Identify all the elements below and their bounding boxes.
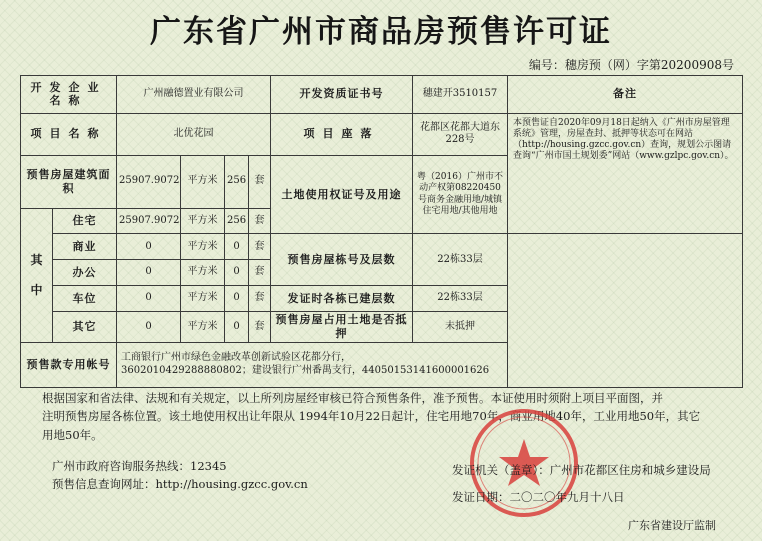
developer-value: 广州融德置业有限公司 [117,76,271,114]
permit-table [20,75,743,388]
project-value: 北优花园 [117,113,271,155]
area-value: 25907.9072 [117,155,181,208]
account-line-2: 3602010429288880802；建设银行广州番禺支行，44050153141600001626 [121,364,490,376]
area-count-unit: 套 [249,155,271,208]
sub-unit-residential: 平方米 [181,208,225,234]
account-value [117,342,508,387]
sub-count-parking: 0 [225,286,249,312]
sub-unit-other: 平方米 [181,311,225,342]
issuing-authority: 发证机关（盖章）：广州市花都区住房和城乡建设局 [452,463,711,477]
sub-area-parking: 0 [117,286,181,312]
notes-text: 本预售证自2020年09月18日起纳入《广州市房屋管理系统》管理，房屋查封、抵押等状态可在网站（http://housing.gzcc.gov.cn）查询，规划公示图请查询“广州市国土规划委”网站（www.gzlpc.gov.cn）。 [508,113,743,234]
mortgage-label: 预售房屋占用土地是否抵押 [271,311,413,342]
issue-date: 发证日期：二〇二〇年九月十八日 [452,490,625,504]
sub-label-parking: 车位 [53,286,117,312]
account-label: 预售款专用帐号 [21,342,117,387]
paragraph-line-2: 注明预售房屋各栋位置。该土地使用权出让年限从 1994年10月22日起计，住宅用地70年，商业用地40年，工业用地50年，其它 [42,409,701,424]
sub-unit-parking: 平方米 [181,286,225,312]
sub-cunit-other: 套 [249,311,271,342]
sub-count-residential: 256 [225,208,249,234]
sub-count-other: 0 [225,311,249,342]
sub-cunit-residential: 套 [249,208,271,234]
sub-area-residential: 25907.9072 [117,208,181,234]
sub-label-office: 办公 [53,260,117,286]
buildings-label: 预售房屋栋号及层数 [271,234,413,286]
cert-label: 开发资质证书号 [271,76,413,114]
sub-cunit-commercial: 套 [249,234,271,260]
location-label: 项目座落 [271,113,413,155]
qizhong-char-1: 其 [30,252,43,267]
paragraph-line-1: 根据国家和省法律、法规和有关规定，以上所列房屋经审核已符合预售条件，准予预售。本证使用时须附上项目平面图，并 [42,391,663,405]
qizhong-char-2: 中 [30,282,43,297]
sub-cunit-parking: 套 [249,286,271,312]
notes-label: 备注 [508,76,743,114]
sub-label-commercial: 商业 [53,234,117,260]
blank-notes-area [508,234,743,388]
sub-area-commercial: 0 [117,234,181,260]
developer-label: 开发企业名称 [21,76,117,114]
sub-unit-commercial: 平方米 [181,234,225,260]
sub-cunit-office: 套 [249,260,271,286]
area-count: 256 [225,155,249,208]
location-value: 花都区花都大道东228号 [413,113,508,155]
area-unit: 平方米 [181,155,225,208]
account-line-1: 工商银行广州市绿色金融改革创新试验区花都分行， [121,352,351,364]
sub-unit-office: 平方米 [181,260,225,286]
built-label: 发证时各栋已建层数 [271,286,413,312]
mortgage-value: 未抵押 [413,311,508,342]
legal-paragraph [42,389,742,444]
paragraph-line-3: 用地50年。 [42,427,103,442]
supervisor: 广东省建设厅监制 [628,519,716,532]
land-cert-value: 粤（2016）广州市不动产权第08220450号商务金融用地/城镇住宅用地/其他用地 [413,155,508,234]
land-cert-label: 土地使用权证号及用途 [271,155,413,234]
built-value: 22栋33层 [413,286,508,312]
document-title: 广东省广州市商品房预售许可证 [150,14,612,50]
sub-count-commercial: 0 [225,234,249,260]
hotline: 广州市政府咨询服务热线：12345 [52,459,227,473]
sub-area-other: 0 [117,311,181,342]
qizhong-label [21,208,53,342]
sub-label-other: 其它 [53,311,117,342]
area-label: 预售房屋建筑面积 [21,155,117,208]
serial-number: 编号：穗房预（网）字第20200908号 [528,58,734,72]
cert-value: 穗建开3510157 [413,76,508,114]
sub-label-residential: 住宅 [53,208,117,234]
project-label: 项目名称 [21,113,117,155]
sub-area-office: 0 [117,260,181,286]
sub-count-office: 0 [225,260,249,286]
query-website: 预售信息查询网址：http://housing.gzcc.gov.cn [52,477,308,491]
buildings-value: 22栋33层 [413,234,508,286]
